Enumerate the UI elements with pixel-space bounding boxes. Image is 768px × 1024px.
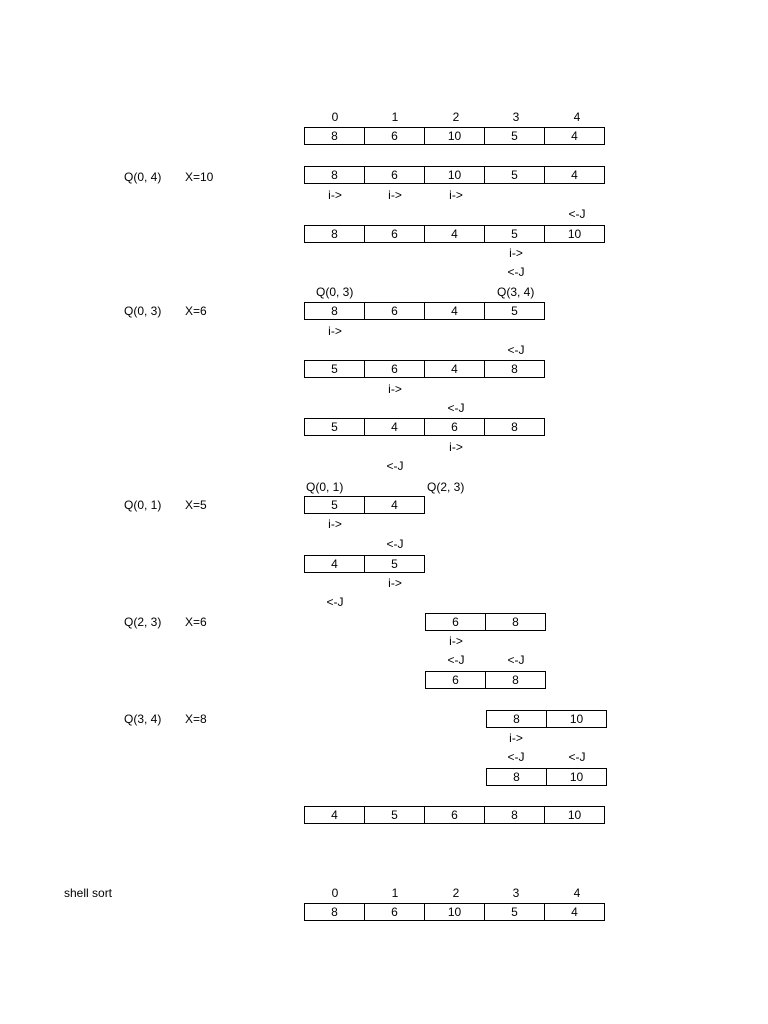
array-cell: 10 <box>424 167 484 183</box>
j-pointer: <-J <box>447 653 465 667</box>
array-cell: 8 <box>484 807 544 823</box>
j-pointer: <-J <box>386 459 404 473</box>
i-pointer: i-> <box>328 188 342 202</box>
array-cell: 8 <box>513 770 520 784</box>
step-pivot: X=5 <box>185 498 207 512</box>
array-cell: 8 <box>331 129 338 143</box>
i-pointer: i-> <box>449 440 463 454</box>
array-cell: 10 <box>424 128 484 144</box>
array-cell: 6 <box>452 673 459 687</box>
array-cell: 4 <box>364 419 424 435</box>
index-label: 3 <box>512 110 520 124</box>
array-cell: 10 <box>424 904 484 920</box>
array-row <box>304 496 425 514</box>
index-label: 2 <box>452 886 460 900</box>
subcall-label: Q(0, 3) <box>316 285 354 299</box>
array-cell: 4 <box>424 361 484 377</box>
array-cell: 8 <box>331 168 338 182</box>
array-cell: 10 <box>544 807 604 823</box>
array-cell: 6 <box>424 807 484 823</box>
array-cell: 8 <box>485 614 545 630</box>
step-call: Q(0, 4) <box>124 170 162 184</box>
array-cell: 5 <box>484 226 544 242</box>
index-label: 3 <box>512 886 520 900</box>
step-pivot: X=10 <box>185 170 214 184</box>
index-label: 4 <box>573 886 581 900</box>
array-cell: 8 <box>484 419 544 435</box>
step-pivot: X=8 <box>185 712 207 726</box>
index-label: 1 <box>391 886 399 900</box>
j-pointer: <-J <box>326 595 344 609</box>
array-cell: 5 <box>364 807 424 823</box>
array-row <box>425 613 546 631</box>
array-cell: 10 <box>544 226 604 242</box>
array-row <box>304 166 605 184</box>
array-cell: 5 <box>484 303 544 319</box>
array-cell: 8 <box>331 227 338 241</box>
array-cell: 8 <box>331 905 338 919</box>
array-cell: 5 <box>364 556 424 572</box>
array-row <box>486 768 607 786</box>
array-cell: 4 <box>424 303 484 319</box>
array-cell: 4 <box>544 128 604 144</box>
array-cell: 6 <box>364 361 424 377</box>
index-label: 1 <box>391 110 399 124</box>
subcall-label: Q(0, 1) <box>306 480 344 494</box>
array-cell: 6 <box>364 167 424 183</box>
j-pointer: <-J <box>568 750 586 764</box>
i-pointer: i-> <box>388 382 402 396</box>
array-cell: 8 <box>485 672 545 688</box>
array-row <box>304 127 605 145</box>
array-row <box>486 710 607 728</box>
i-pointer: i-> <box>328 517 342 531</box>
array-cell: 5 <box>484 904 544 920</box>
index-label: 2 <box>452 110 460 124</box>
array-cell: 6 <box>364 128 424 144</box>
array-row <box>425 671 546 689</box>
step-call: Q(0, 3) <box>124 304 162 318</box>
sorted-array-row <box>304 806 605 824</box>
subcall-label: Q(2, 3) <box>427 480 465 494</box>
j-pointer: <-J <box>386 537 404 551</box>
i-pointer: i-> <box>509 731 523 745</box>
subcall-label: Q(3, 4) <box>497 285 535 299</box>
array-row <box>304 302 545 320</box>
array-cell: 4 <box>364 497 424 513</box>
array-cell: 6 <box>452 615 459 629</box>
index-label: 0 <box>331 110 339 124</box>
i-pointer: i-> <box>328 324 342 338</box>
i-pointer: i-> <box>388 188 402 202</box>
array-cell: 5 <box>484 167 544 183</box>
array-cell: 4 <box>331 808 338 822</box>
array-cell: 8 <box>484 361 544 377</box>
array-cell: 6 <box>424 419 484 435</box>
j-pointer: <-J <box>507 653 525 667</box>
array-cell: 4 <box>544 904 604 920</box>
j-pointer: <-J <box>568 207 586 221</box>
i-pointer: i-> <box>388 576 402 590</box>
array-cell: 10 <box>546 711 606 727</box>
array-cell: 5 <box>331 498 338 512</box>
array-row <box>304 225 605 243</box>
i-pointer: i-> <box>449 634 463 648</box>
j-pointer: <-J <box>507 265 525 279</box>
array-cell: 8 <box>331 304 338 318</box>
step-pivot: X=6 <box>185 304 207 318</box>
array-row <box>304 555 425 573</box>
array-cell: 5 <box>331 362 338 376</box>
array-cell: 4 <box>544 167 604 183</box>
step-call: Q(2, 3) <box>124 615 162 629</box>
array-cell: 6 <box>364 904 424 920</box>
array-cell: 5 <box>331 420 338 434</box>
j-pointer: <-J <box>507 343 525 357</box>
array-row <box>304 903 605 921</box>
i-pointer: i-> <box>509 246 523 260</box>
array-cell: 8 <box>513 712 520 726</box>
i-pointer: i-> <box>449 188 463 202</box>
array-cell: 4 <box>331 557 338 571</box>
step-call: Q(3, 4) <box>124 712 162 726</box>
array-cell: 4 <box>424 226 484 242</box>
array-row <box>304 360 545 378</box>
index-label: 4 <box>573 110 581 124</box>
step-call: Q(0, 1) <box>124 498 162 512</box>
j-pointer: <-J <box>447 401 465 415</box>
index-label: 0 <box>331 886 339 900</box>
array-cell: 10 <box>546 769 606 785</box>
j-pointer: <-J <box>507 750 525 764</box>
step-pivot: X=6 <box>185 615 207 629</box>
shell-sort-label: shell sort <box>64 886 113 900</box>
array-cell: 5 <box>484 128 544 144</box>
array-row <box>304 418 545 436</box>
array-cell: 6 <box>364 303 424 319</box>
array-cell: 6 <box>364 226 424 242</box>
